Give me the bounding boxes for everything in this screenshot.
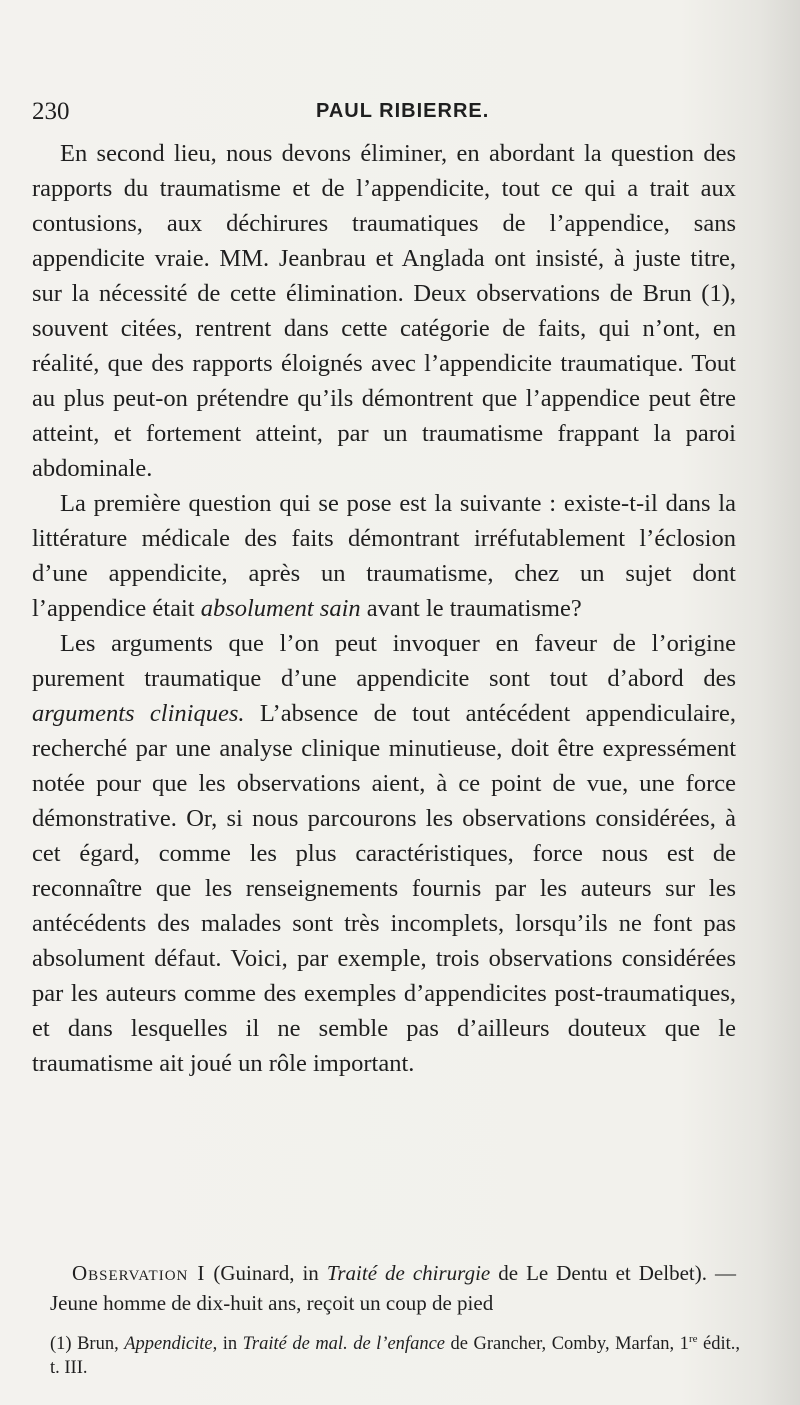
observation-title: Traité de chirurgie [326, 1261, 491, 1285]
page-header [32, 96, 772, 136]
paragraph-2-end: avant le traumatisme? [360, 595, 582, 622]
paragraph-3-emphasis: arguments cliniques. [32, 700, 245, 727]
paragraph-2 [32, 486, 736, 626]
paragraph-3-text: Les arguments que l’on peut invoquer en faveur de l’origine purement traumatique d’une appendicite sont tout d’abord des [32, 630, 736, 692]
running-head: PAUL RIBIERRE. [316, 100, 490, 122]
footnote-superscript: re [688, 1333, 698, 1345]
footnote-mid: , in [212, 1334, 243, 1355]
paragraph-1: En second lieu, nous devons éliminer, en abordant la question des rapports du traumatisme et de l’appendicite, tout ce qui a trait aux contusions, aux déchirures traumatiques de l’appendice, sans appendicite vraie. MM. Jeanbrau et Anglada ont insisté, à juste titre, sur la nécessité de cette élimination. Deux observations de Brun (1), souvent citées, rentrent dans cette catégorie de faits, qui n’ont, en réalité, que des rapports éloignés avec l’appendicite traumatique. Tout au plus peut-on prétendre qu’ils démontrent que l’appendice peut être atteint, et fortement atteint, par un traumatisme frappant la paroi abdominale. [32, 140, 736, 482]
paragraph-2-text: La première question qui se pose est la suivante : existe-t-il dans la littérature médicale des faits démontrant irréfutablement l’éclosion d’une appendicite, après un traumatisme, chez un sujet dont l’appendice était [32, 490, 736, 622]
footnote-title-2: Traité de mal. de l’enfance [242, 1334, 445, 1355]
main-text [32, 136, 736, 1081]
footnote [50, 1327, 740, 1380]
footnote-end: de Grancher, Comby, Marfan, 1 [445, 1334, 689, 1355]
footnote-title-1: Appendicite [124, 1334, 213, 1355]
footnote-marker: (1) Brun, [50, 1334, 125, 1355]
observation-paragraph [50, 1258, 736, 1318]
observation-label: Observation I [72, 1261, 206, 1285]
observation-text: (Guinard, in [205, 1261, 327, 1285]
paragraph-2-emphasis: absolument sain [200, 595, 361, 622]
paragraph-3 [32, 626, 736, 1081]
paragraph-3-end: L’absence de tout antécédent appendiculaire, recherché par une analyse clinique minutieuse, doit être expressément notée pour que les observations aient, à ce point de vue, une force démonstrative. Or, si nous parcourons les observations considérées, à cet égard, comme les plus caractéristiques, force nous est de reconnaître que les renseignements fournis par les auteurs sur les antécédents des malades sont très incomplets, lorsqu’ils ne font pas absolument défaut. Voici, par exemple, trois observations considérées par les auteurs comme des exemples d’appendicites post-traumatiques, et dans lesquelles il ne semble pas d’ailleurs douteux que le traumatisme ait joué un rôle important. [32, 700, 736, 1077]
footnote-edition: édit., t. III. [50, 1334, 740, 1379]
observation-text-end: de Le Dentu et Delbet). — Jeune homme de dix-huit ans, reçoit un coup de pied [50, 1261, 736, 1315]
page-number: 230 [32, 98, 70, 125]
